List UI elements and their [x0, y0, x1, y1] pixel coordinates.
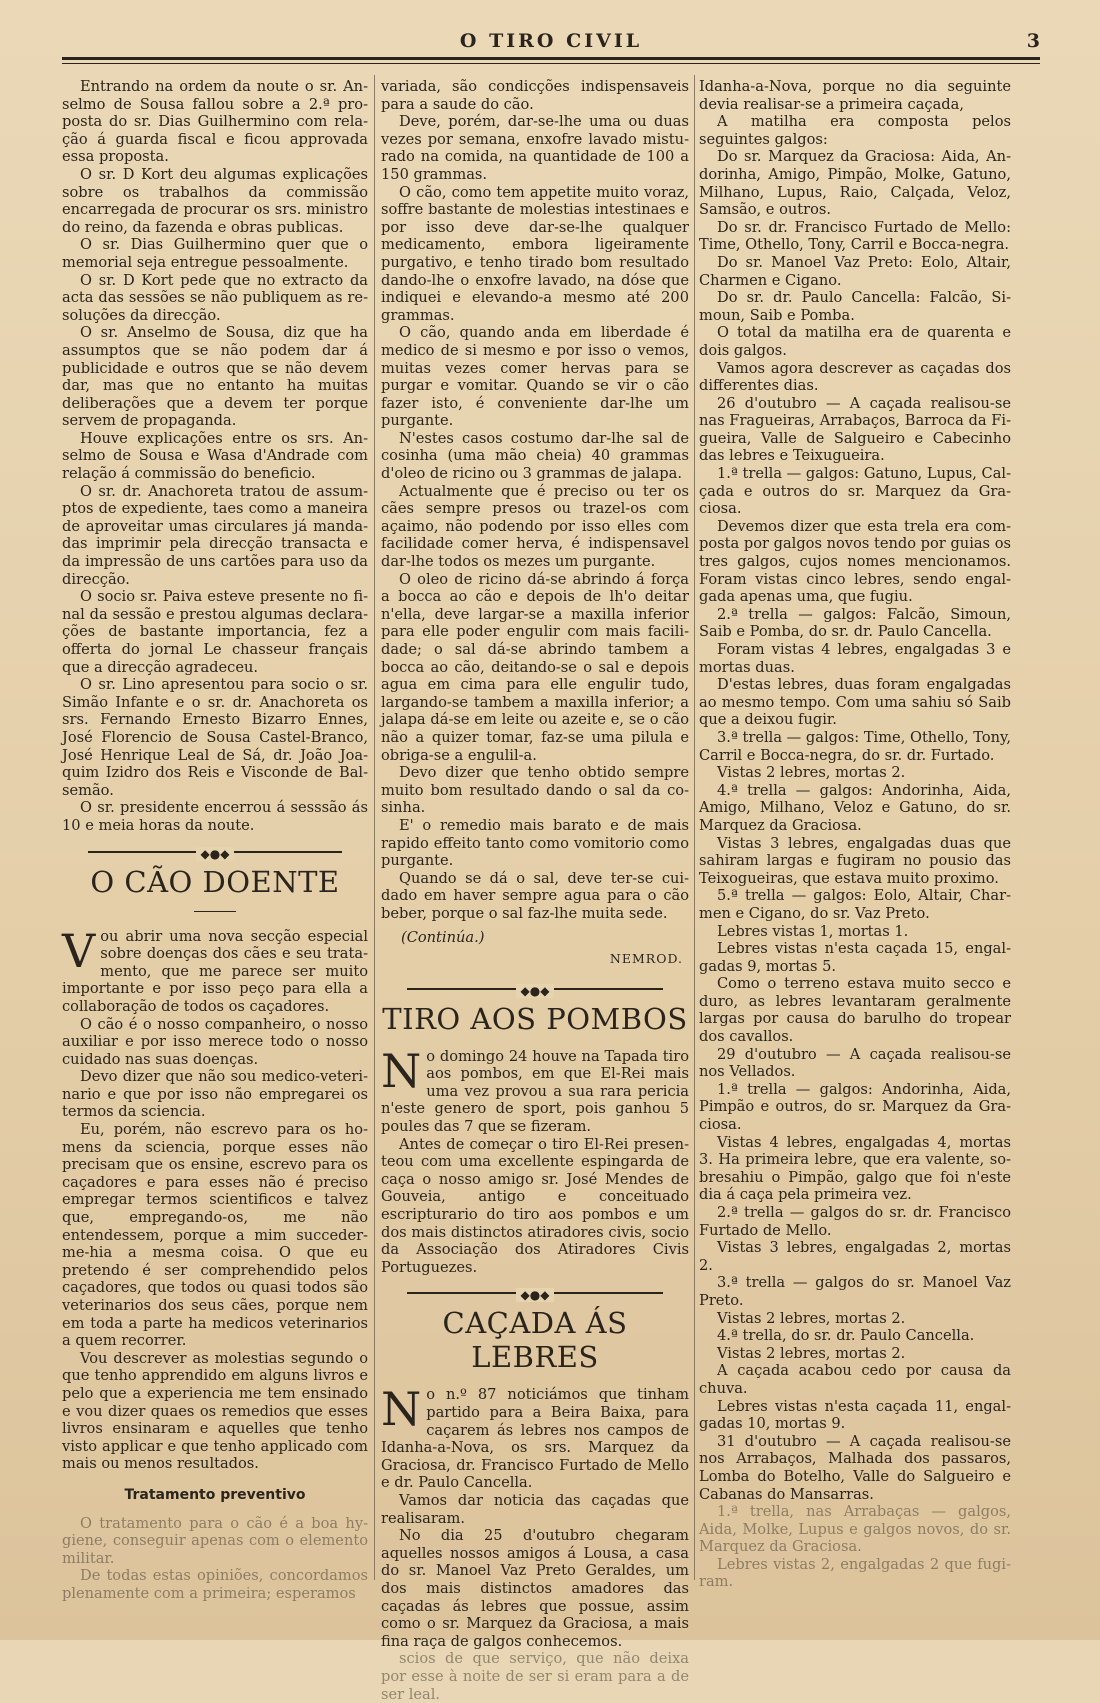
paragraph: Lebres vistas n'esta caçada 15, engalgadas 9, mortas 5. [699, 940, 1011, 975]
paragraph: Quando se dá o sal, deve ter-se cuidado em haver sempre agua para o cão beber, porque o sal faz-lhe muita sede. [381, 869, 689, 922]
paragraph: 4.ª trella — galgos: Andorinha, Aida, Amigo, Milhano, Veloz e Gatuno, do sr. Marquez da Graciosa. [699, 781, 1011, 834]
column-2 [381, 78, 689, 1703]
paragraph: O oleo de ricino dá-se abrindo á força a bocca ao cão e depois de lh'o deitar n'ella, deve largar-se a maxilla inferior para elle poder engulir com mais facilidade; o sal dá-se abrindo tambem a bocca ao cão, deitando-se o sal e depois agua em cima para elle engulir tudo, largando-se tambem a maxilla inferior; a jalapa dá-se em leite ou azeite e, se o cão não a quizer tomar, faz-se uma pilula e obriga-se a engulil-a. [381, 570, 689, 764]
section-ornament [381, 982, 689, 996]
paragraph: 3.ª trella — galgos: Time, Othello, Tony, Carril e Bocca-negra, do sr. dr. Furtado. [699, 728, 1011, 764]
drop-cap: N [381, 1043, 422, 1098]
paragraph: Vistas 2 lebres, mortas 2. [717, 764, 906, 782]
paragraph: Vistas 3 lebres, engalgadas 2, mortas 2. [699, 1239, 1011, 1274]
paragraph: Devemos dizer que esta trela era composta por galgos novos tendo por guias os tres galgos, cujos nomes mencionamos. Foram vistas cinco lebres, sendo engalgada apenas uma, que fugiu. [699, 517, 1011, 606]
header-rule [62, 57, 1040, 60]
intro-paragraph: ou abrir uma nova secção especial sobre doenças dos cães e seu tratamento, que me parece ser muito importante e por isso peço para ella a collaboração de todos os caçadores. [62, 927, 368, 1015]
paragraph: O sr. Lino apresentou para socio o sr. Simão Infante e o sr. dr. Anachoreta os srs. Fernando Ernesto Bizarro Ennes, José Florencio de Sousa Castel-Branco, José Henrique Leal de Sá, dr. João Joaquim Izidro dos Reis e Visconde de Balsemão. [62, 676, 368, 799]
paragraph: O sr. presidente encerrou á sesssão ás 10 e meia horas da noute. [62, 799, 368, 834]
faded-paragraph: O tratamento para o cão é a boa hygiene, conseguir apenas com o elemento militar. [62, 1514, 368, 1567]
faded-paragraph: 1.ª trella, nas Arrabaças — galgos, Aida, Molke, Lupus e galgos novos, do sr. Marquez da Graciosa. [699, 1503, 1011, 1556]
paragraph: Devo dizer que tenho obtido sempre muito bom resultado dando o sal da cosinha. [381, 764, 689, 817]
paragraph: Entrando na ordem da noute o sr. Anselmo de Sousa fallou sobre a 2.ª proposta do sr. Dias Guilhermino com relação á guarda fiscal e ficou approvada essa proposta. [62, 78, 368, 166]
paragraph: No dia 25 d'outubro chegaram aquelles nossos amigos á Lousa, a casa do sr. Manoel Vaz Preto Geraldes, um dos mais distinctos amadores das caçadas ás lebres que possue, assim como o sr. Marquez da Graciosa, a mais fina raça de galgos conhecemos. [381, 1527, 689, 1650]
continua-note: (Continúa.) [401, 928, 485, 946]
paragraph: 2.ª trella — galgos: Falcão, Simoun, Saib e Pomba, do sr. dr. Paulo Cancella. [699, 605, 1011, 641]
paragraph: Devo dizer que não sou medico-veterinario e que por isso não empregarei os termos da sciencia. [62, 1068, 368, 1121]
drop-cap: V [62, 923, 96, 978]
paragraph: Antes de começar o tiro El-Rei presenteou com uma excellente espingarda de caça o nosso amigo sr. José Mendes de Gouveia, antigo e conceituado escripturario do tiro aos pombos e um dos mais distinctos atiradores civis, socio da Associação dos Atiradores Civis Portuguezes. [381, 1135, 689, 1276]
paragraph: 1.ª trella — galgos: Andorinha, Aida, Pimpão e outros, do sr. Marquez da Graciosa. [699, 1080, 1011, 1134]
column-divider [374, 75, 375, 1580]
paragraph: O sr. dr. Anachoreta tratou de assumptos de expediente, taes como a maneira de aproveitar umas circulares já mandadas imprimir pela direcção transacta e da impressão de uns cartões para uso da direcção. [62, 482, 368, 588]
author-signature: NEMROD. [609, 951, 683, 967]
column-1 [62, 78, 368, 1603]
paragraph: Do sr. dr. Paulo Cancella: Falcão, Simoun, Saib e Pomba. [699, 289, 1011, 324]
newspaper-title: O TIRO CIVIL [459, 30, 643, 52]
section-title-tiro-pombos: TIRO AOS POMBOS [382, 1001, 688, 1036]
paragraph: D'estas lebres, duas foram engalgadas ao mesmo tempo. Com uma sahiu só Saib que a deixou fugir. [699, 676, 1011, 729]
paragraph: Vamos dar noticia das caçadas que realisaram. [381, 1491, 689, 1527]
paragraph: O sr. Dias Guilhermino quer que o memorial seja entregue pessoalmente. [62, 236, 368, 271]
subheading: Tratamento preventivo [124, 1486, 306, 1503]
paragraph: Como o terreno estava muito secco e duro, as lebres levantaram geralmente largas por causa do barulho do tropear dos cavallos. [699, 975, 1011, 1046]
paragraph: O sr. D Kort pede que no extracto da acta das sessões se não publiquem as resoluções da direcção. [62, 271, 368, 324]
paragraph: Idanha-a-Nova, porque no dia seguinte devia realisar-se a primeira caçada, [699, 78, 1011, 113]
paragraph: Deve, porém, dar-se-lhe uma ou duas vezes por semana, enxofre lavado misturado na comida, na quantidade de 100 a 150 grammas. [381, 113, 689, 183]
ornament-glyph: ◆●◆ [516, 1288, 555, 1302]
paragraph: O socio sr. Paiva esteve presente no final da sessão e prestou algumas declarações de bastante importancia, fez a offerta do jornal Le chasseur français que a direcção agradeceu. [62, 588, 368, 676]
section-ornament [381, 1286, 689, 1303]
section-ornament [62, 845, 368, 859]
ornament-glyph: ◆●◆ [516, 984, 555, 998]
paragraph: Vamos agora descrever as caçadas dos differentes dias. [699, 359, 1011, 395]
drop-cap: N [381, 1382, 422, 1437]
intro-paragraph: o n.º 87 noticiámos que tinham partido para a Beira Baixa, para caçarem ás lebres nos campos de Idanha-a-Nova, os srs. Marquez da Graciosa, dr. Francisco Furtado de Mello e dr. Paulo Cancella. [381, 1386, 689, 1492]
section-title-cacada-lebres: CAÇADA ÁS LEBRES [442, 1306, 628, 1375]
paragraph: Vistas 3 lebres, engalgadas duas que sahiram largas e fugiram no pousio das Teixogueiras, que estava muito proximo. [699, 834, 1011, 887]
paragraph: 26 d'outubro — A caçada realisou-se nas Fragueiras, Arrabaços, Barroca da Figueira, Valle de Salgueiro e Cabecinho das lebres e Teixugueira. [699, 394, 1011, 465]
paragraph: Foram vistas 4 lebres, engalgadas 3 e mortas duas. [699, 641, 1011, 676]
paragraph: O sr. Anselmo de Sousa, diz que ha assumptos que se não podem dar á publicidade e outros que se não devem dar, mas que no entanto ha muitas deliberações que a devem ter porque servem de propaganda. [62, 324, 368, 430]
faded-paragraph: De todas estas opiniões, concordamos plenamente com a primeira; esperamos [62, 1567, 368, 1602]
paragraph: A caçada acabou cedo por causa da chuva. [699, 1362, 1011, 1397]
paragraph: Vou descrever as molestias segundo o que tenho apprendido em alguns livros e pelo que a experiencia me tem ensinado e vou dizer quaes os remedios que esses livros ensinaram e aquelles que tenho visto applicar e que tenho applicado com mais ou menos resultados. [62, 1349, 368, 1473]
paragraph: O cão é o nosso companheiro, o nosso auxiliar e por isso merece todo o nosso cuidado nas suas doenças. [62, 1015, 368, 1068]
title-rule [194, 911, 236, 912]
paragraph: Do sr. Manoel Vaz Preto: Eolo, Altair, Charmen e Cigano. [699, 253, 1011, 289]
paragraph: Do sr. dr. Francisco Furtado de Mello: Time, Othello, Tony, Carril e Bocca-negra. [699, 218, 1011, 254]
header-rule-thin [62, 63, 1040, 64]
paragraph: 2.ª trella — galgos do sr. dr. Francisco Furtado de Mello. [699, 1204, 1011, 1239]
paragraph: Houve explicações entre os srs. Anselmo de Sousa e Wasa d'Andrade com relação á commissão do beneficio. [62, 429, 368, 483]
paragraph: O cão, quando anda em liberdade é medico de si mesmo e por isso o vemos, muitas vezes comer hervas para se purgar e vomitar. Quando se vir o cão fazer isto, é conveniente dar-lhe um purgante. [381, 324, 689, 430]
paragraph: Eu, porém, não escrevo para os homens da sciencia, porque esses não precisam que os ensine, escrevo para os caçadores e para esses não é preciso empregar termos scientificos e talvez que, empregando-os, me não entendessem, porque a mim succeder-me-hia a mesma coisa. O que eu pretendo é ser comprehendido pelos caçadores, que todos ou quasi todos são veterinarios dos seus cães, porque nem em toda a parte ha medicos veterinarios a quem recorrer. [62, 1121, 368, 1350]
paragraph: Vistas 2 lebres, mortas 2. [717, 1344, 906, 1362]
paragraph: Lebres vistas 1, mortas 1. [717, 922, 909, 940]
paragraph: variada, são condicções indispensaveis para a saude do cão. [381, 78, 689, 113]
ornament-glyph: ◆●◆ [196, 847, 235, 861]
paragraph: N'estes casos costumo dar-lhe sal de cosinha (uma mão cheia) 40 grammas d'oleo de ricino ou 3 grammas de jalapa. [381, 429, 689, 483]
paragraph: E' o remedio mais barato e de mais rapido effeito tanto como vomitorio como purgante. [381, 816, 689, 870]
paragraph: O cão, como tem appetite muito voraz, soffre bastante de molestias intestinaes e por isso deve dar-se-lhe qualquer medicamento, embora ligeiramente purgativo, e tenho tirado bom resultado dando-lhe o enxofre lavado, na dóse que indiquei e elevando-a mesmo até 200 grammas. [381, 183, 689, 324]
paragraph: Vistas 2 lebres, mortas 2. [717, 1309, 906, 1327]
paragraph: 29 d'outubro — A caçada realisou-se nos Vellados. [699, 1045, 1011, 1081]
faded-paragraph: Lebres vistas 2, engalgadas 2 que fugiram. [699, 1555, 1011, 1591]
paragraph: Actualmente que é preciso ou ter os cães sempre presos ou trazel-os com açaimo, não podendo por isso elles com facilidade comer herva, é indispensavel dar-lhe todos os mezes um purgante. [381, 482, 689, 571]
paragraph: Vistas 4 lebres, engalgadas 4, mortas 3. Ha primeira lebre, que era valente, sobresahiu o Pimpão, galgo que foi n'este dia á caça pela primeira vez. [699, 1133, 1011, 1204]
paragraph: O sr. D Kort deu algumas explicações sobre os trabalhos da commissão encarregada de procurar os srs. ministro do reino, da fazenda e obras publicas. [62, 165, 368, 236]
column-divider [694, 75, 695, 1580]
paragraph: 5.ª trella — galgos: Eolo, Altair, Charmen e Cigano, do sr. Vaz Preto. [699, 887, 1011, 922]
page-header [62, 30, 1040, 66]
column-3 [699, 78, 1011, 1591]
faded-paragraph: scios de que serviço, que não deixa por esse à noite de ser si eram para a de ser leal. [381, 1650, 689, 1703]
intro-paragraph: o domingo 24 houve na Tapada tiro aos pombos, em que El-Rei mais uma vez provou a sua rara pericia n'este genero de sport, pois ganhou 5 poules das 7 que se fizeram. [381, 1047, 689, 1136]
paragraph: 3.ª trella — galgos do sr. Manoel Vaz Preto. [699, 1274, 1011, 1309]
page-number: 3 [1026, 30, 1040, 52]
paragraph: Lebres vistas n'esta caçada 11, engalgadas 10, mortas 9. [699, 1397, 1011, 1433]
paragraph: 1.ª trella — galgos: Gatuno, Lupus, Calçada e outros do sr. Marquez da Graciosa. [699, 465, 1011, 518]
paragraph: A matilha era composta pelos seguintes galgos: [699, 113, 1011, 148]
paragraph: 31 d'outubro — A caçada realisou-se nos Arrabaços, Malhada dos passaros, Lomba do Botelho, Valle do Salgueiro e Cabanas do Mansarras. [699, 1432, 1011, 1503]
paragraph: O total da matilha era de quarenta e dois galgos. [699, 324, 1011, 359]
section-title-cao-doente: O CÃO DOENTE [90, 864, 340, 899]
paragraph: 4.ª trella, do sr. dr. Paulo Cancella. [717, 1327, 975, 1345]
paragraph: Do sr. Marquez da Graciosa: Aida, Andorinha, Amigo, Pimpão, Molke, Gatuno, Milhano, Lupus, Raio, Calçada, Veloz, Samsão, e outros. [699, 148, 1011, 219]
